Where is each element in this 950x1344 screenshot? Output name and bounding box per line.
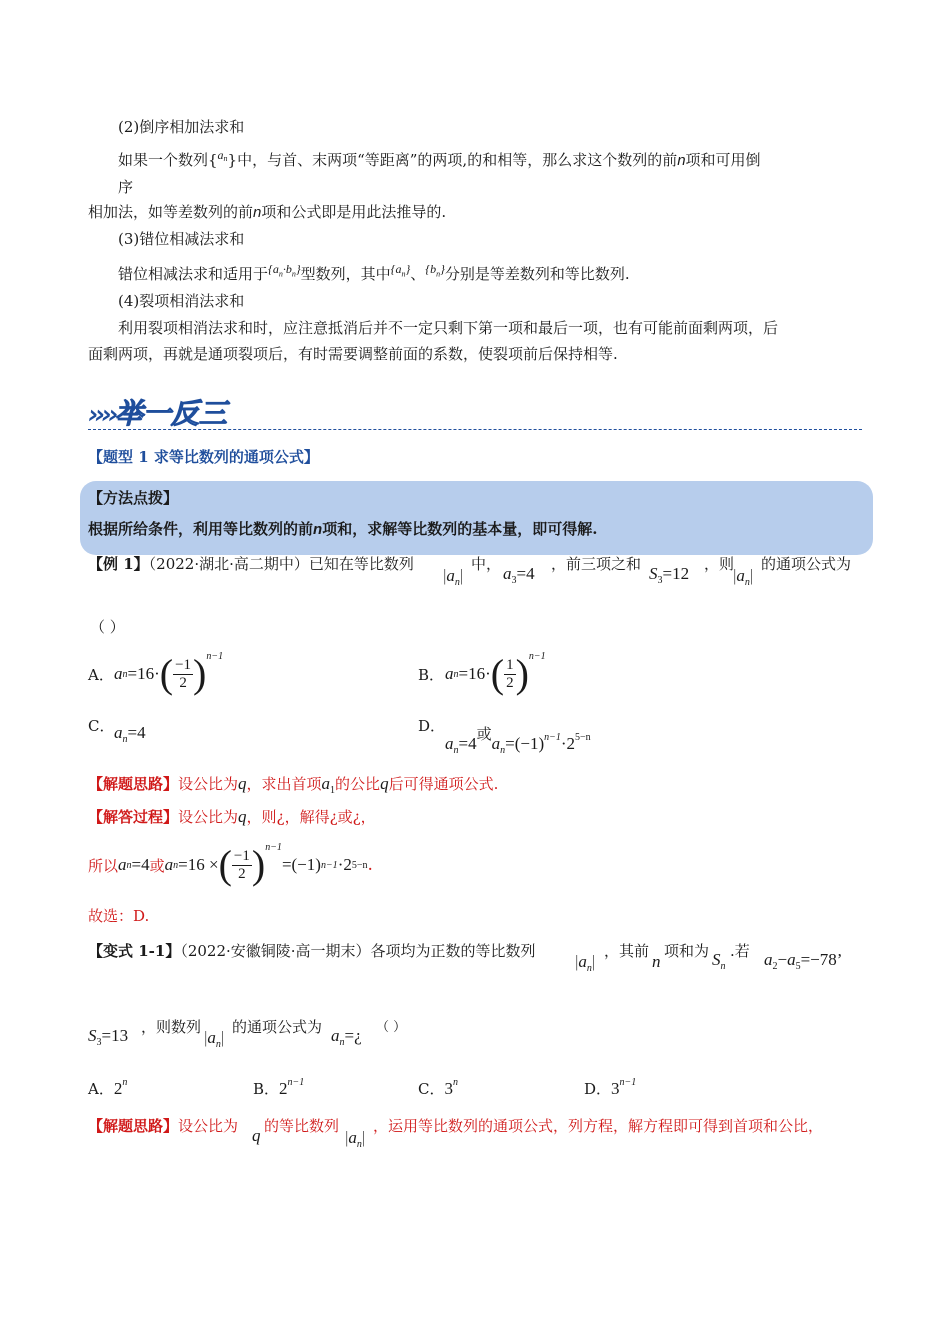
example1-option-d (418, 715, 445, 736)
reverse-add-line1 (118, 148, 761, 170)
variant1-stem (88, 940, 536, 961)
arrows-icon: ›››› (88, 400, 115, 430)
text: 所以 (88, 856, 119, 875)
example1-option-c (88, 715, 114, 736)
math-s3-eq: =12 (662, 564, 690, 583)
den: 2 (179, 674, 187, 691)
math-eq1: $a_2-a_5=-78$’ (764, 950, 843, 972)
math-seq-an: $|a_n|$ (204, 1028, 225, 1050)
section-banner (88, 392, 227, 428)
reverse-add-title: (2)倒序相加法求和 (118, 118, 245, 136)
math-n: n (652, 952, 661, 971)
idea-label: 【解题思路】 (88, 775, 179, 793)
offset-sub-line (118, 262, 630, 284)
process-label: 【解答过程】 (88, 808, 179, 826)
math-n: n (313, 521, 323, 538)
exp: n−1 (206, 651, 224, 662)
or: 或 (476, 725, 492, 743)
option-label: D． (418, 717, 446, 735)
offset-sub-title: (3)错位相减法求和 (118, 230, 245, 248)
text: 的通项公式为 (761, 555, 852, 573)
frac (232, 848, 252, 883)
frac (504, 657, 516, 692)
variant1-option-d (584, 1077, 636, 1099)
text: 或 (149, 856, 165, 875)
text: ，则¿，解得¿或¿， (246, 808, 376, 826)
value: =4 (127, 723, 146, 742)
text: （2022·安徽铜陵·高一期末）各项均为正数的等比数列 (180, 942, 536, 960)
text: 的通项公式为 (232, 1018, 323, 1036)
example1-idea: 【解题思路】设公比为q，求出首项$a_1$的公比q后可得通项公式. (88, 774, 499, 796)
text: 型数列，其中 (300, 265, 391, 283)
text: 设公比为 (178, 775, 239, 793)
option-label: B． (253, 1080, 280, 1098)
math-n: n (677, 152, 686, 169)
option-label: A． (88, 666, 114, 684)
text: 中， (471, 555, 502, 573)
text: 的公比 (335, 775, 381, 793)
option-label: D． (584, 1080, 612, 1098)
value: =4 (458, 734, 477, 753)
math-s3: $S_3=12$ (649, 564, 690, 586)
text: 项和可用倒 (685, 151, 761, 169)
example1-label: 【例 1】 (88, 555, 149, 573)
variant1-blank: （ ） (376, 1020, 407, 1035)
value: =(−1) (505, 734, 545, 753)
exp: n−1 (265, 842, 282, 853)
idea-label: 【解题思路】 (88, 1117, 179, 1135)
exp: n−1 (619, 1077, 637, 1088)
option-b-math: a n =16· ( $\frac{1}{2}$ ) n−1 (445, 651, 546, 696)
text: .若 (730, 942, 750, 960)
exp: n (452, 1077, 458, 1088)
exp: n (122, 1077, 128, 1088)
math-a3: $a_3=4$ (503, 564, 535, 586)
math-s3: $S_3=13$ (88, 1026, 129, 1048)
text: 、 (410, 265, 426, 283)
exp: n−1 (287, 1077, 305, 1088)
math-seq-an: $|a_n|$ (443, 566, 464, 588)
value: 2 (113, 1079, 123, 1098)
variant1-option-c (418, 1077, 458, 1099)
text: 的等比数列 (264, 1117, 340, 1135)
example1-option-b (418, 664, 444, 685)
text: }中，与首、末两项“等距离”的两项,的和相等，那么求这个数列的前 (227, 151, 678, 169)
math-seq-an: $|a_n|$ (575, 952, 596, 974)
math-seq-an: $|a_n|$ (733, 566, 754, 588)
num: −1 (233, 847, 250, 864)
example1-choice: 故选：D. (88, 907, 150, 925)
banner-divider (88, 429, 862, 430)
math-q: q (252, 1126, 261, 1145)
exp: 5−n (575, 732, 591, 743)
math-bn: {bn} (425, 262, 445, 279)
text: 如果一个数列{ (118, 151, 218, 169)
num: 1 (506, 656, 514, 673)
coef: =16· (458, 664, 491, 683)
exp: 5−n (351, 859, 368, 871)
option-label: B． (418, 666, 445, 684)
value: 2 (279, 1079, 288, 1098)
text: ，则数列 (141, 1018, 202, 1036)
value: 3 (611, 1079, 620, 1098)
text: ，运用等比数列的通项公式，列方程，解方程即可得到首项和公比， (373, 1117, 824, 1135)
text: 项和，求解等比数列的基本量，即可得解. (322, 520, 598, 538)
example1-so: 所以 a n =4 或 a n =16 × ( $\frac{-1}{2}$ ) n−1 =(−1) n−1 ·2 5−n . (88, 842, 373, 887)
value: =13 (101, 1026, 129, 1045)
split-line2: 面剩两项，再就是通项裂项后，有时需要调整前面的系数，使裂项前后保持相等. (88, 345, 618, 363)
text: . (367, 855, 373, 875)
topic-title: 【题型 1 求等比数列的通项公式】 (88, 448, 319, 466)
text: 分别是等差数列和等比数列. (444, 265, 630, 283)
text: 错位相减法求和适用于 (118, 265, 269, 283)
text: 相加法，如等差数列的前 (88, 203, 254, 221)
text: ，其前 (604, 942, 650, 960)
method-tip-body (88, 518, 597, 539)
exp: n−1 (528, 651, 546, 662)
math-a3-eq: =4 (516, 564, 535, 583)
text: ，求出首项 (246, 775, 322, 793)
option-c-math: $a_n=4$ (114, 723, 146, 745)
variant1-option-b (253, 1077, 304, 1099)
text: ，则 (704, 555, 735, 573)
den: 2 (506, 674, 514, 691)
exp: n−1 (320, 859, 338, 871)
math-n: n (253, 204, 262, 221)
option-label: C． (88, 717, 115, 735)
math-n: n (223, 154, 228, 163)
variant-label: 【变式 1-1】 (88, 942, 181, 960)
math-anbn: {an·bn} (268, 262, 301, 279)
value: ·2 (560, 734, 576, 753)
banner-title: 举一反三 (114, 397, 227, 430)
value: ·2 (337, 855, 352, 874)
text: 根据所给条件，利用等比数列的前 (88, 520, 314, 538)
den: 2 (238, 865, 246, 882)
text: 后可得通项公式. (388, 775, 499, 793)
option-label: C． (418, 1080, 445, 1098)
frac (173, 657, 193, 692)
value: =(−1) (281, 855, 321, 874)
exp: n−1 (544, 732, 561, 743)
text: 项和为 (664, 942, 710, 960)
coef: =16· (127, 664, 160, 683)
text: 设公比为 (178, 1117, 239, 1135)
example1-process: 【解答过程】设公比为q，则¿，解得¿或¿， (88, 807, 376, 826)
math-eq2: $a_n=¿$ (331, 1026, 362, 1048)
method-tip-title: 【方法点拨】 (88, 489, 179, 507)
value: =4 (131, 855, 150, 874)
example1-option-a (88, 664, 114, 685)
option-a-math: a n =16· ( $\frac{-1}{2}$ ) n−1 (114, 651, 224, 696)
text: 项和公式即是用此法推导的. (261, 203, 447, 221)
variant1-option-a (88, 1077, 127, 1099)
reverse-add-line2 (88, 201, 446, 222)
split-line1: 利用裂项相消法求和时，应注意抵消后并不一定只剩下第一项和最后一项，也有可能前面剩两项，后 (118, 319, 779, 337)
example1-blank: （ ） (90, 618, 125, 636)
text: ，前三项之和 (551, 555, 642, 573)
value: 3 (444, 1079, 453, 1098)
split-sub-title: (4)裂项相消法求和 (118, 292, 245, 310)
math-a: a (217, 148, 224, 162)
math-an: {an} (390, 262, 411, 279)
math-seq-an: $|a_n|$ (345, 1128, 366, 1150)
reverse-add-wrap: 序 (118, 178, 134, 196)
value: =−78 (800, 950, 837, 969)
math-sn: $S_n$ (712, 950, 726, 972)
variant1-idea (88, 1115, 238, 1136)
value: =¿ (344, 1026, 362, 1045)
text: （2022·湖北·高二期中）已知在等比数列 (148, 555, 414, 573)
example1-stem (88, 553, 414, 574)
option-label: A． (88, 1080, 114, 1098)
option-d-math: $a_n=4$或$a_n=(-1)^{n-1}\cdot 2^{5-n}$ (445, 725, 591, 756)
value: =16 × (178, 855, 219, 874)
num: −1 (175, 656, 192, 673)
text: 设公比为 (178, 808, 239, 826)
